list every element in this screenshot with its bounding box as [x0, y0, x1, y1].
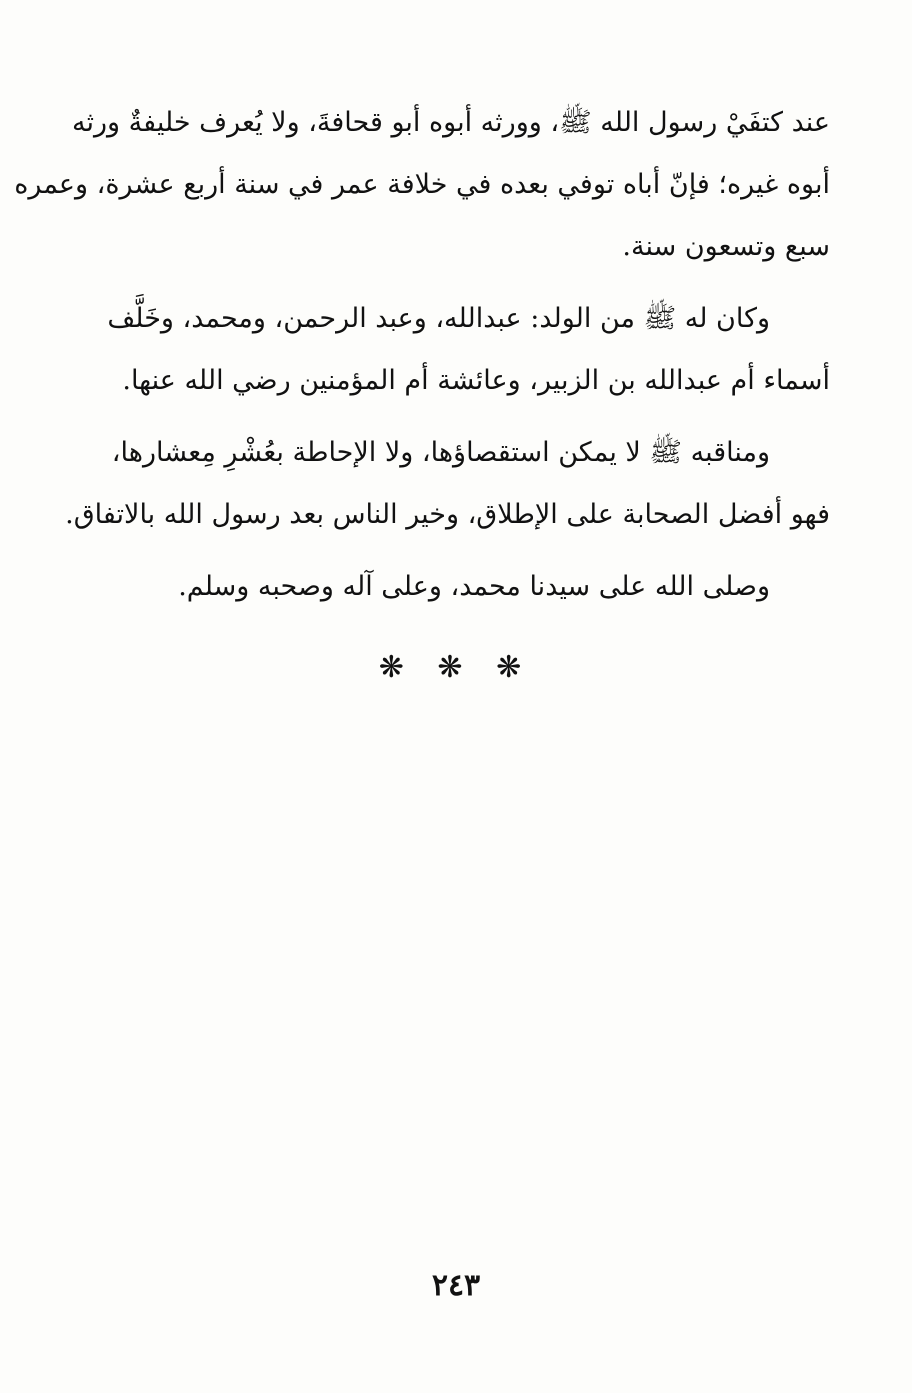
text-line: وصلى الله على سيدنا محمد، وعلى آله وصحبه وسلم.	[178, 571, 770, 602]
page-number: ٢٤٣	[431, 1268, 481, 1303]
text-line: أسماء أم عبدالله بن الزبير، وعائشة أم المؤمنين رضي الله عنها.	[122, 365, 830, 396]
paragraph-2	[82, 288, 830, 412]
text-line: وكان له ﷺ من الولد: عبدالله، وعبد الرحمن، ومحمد، وخَلَّف	[107, 303, 770, 334]
paragraph-3	[65, 422, 830, 546]
text-line: عند كتفَيْ رسول الله ﷺ، وورثه أبوه أبو قحافةَ، ولا يُعرف خليفةٌ ورثه	[72, 107, 830, 138]
body-text	[14, 92, 830, 618]
text-line: فهو أفضل الصحابة على الإطلاق، وخير الناس بعد رسول الله بالاتفاق.	[65, 499, 830, 530]
text-line: سبع وتسعون سنة.	[622, 231, 830, 262]
paragraph-4	[82, 556, 830, 618]
text-line: ومناقبه ﷺ لا يمكن استقصاؤها، ولا الإحاطة بعُشْرِ مِعشارها،	[111, 437, 770, 468]
paragraph-1	[14, 92, 830, 278]
section-separator-asterisks: ❋ ❋ ❋	[378, 650, 534, 685]
text-line: أبوه غيره؛ فإنّ أباه توفي بعده في خلافة عمر في سنة أربع عشرة، وعمره	[14, 169, 830, 200]
